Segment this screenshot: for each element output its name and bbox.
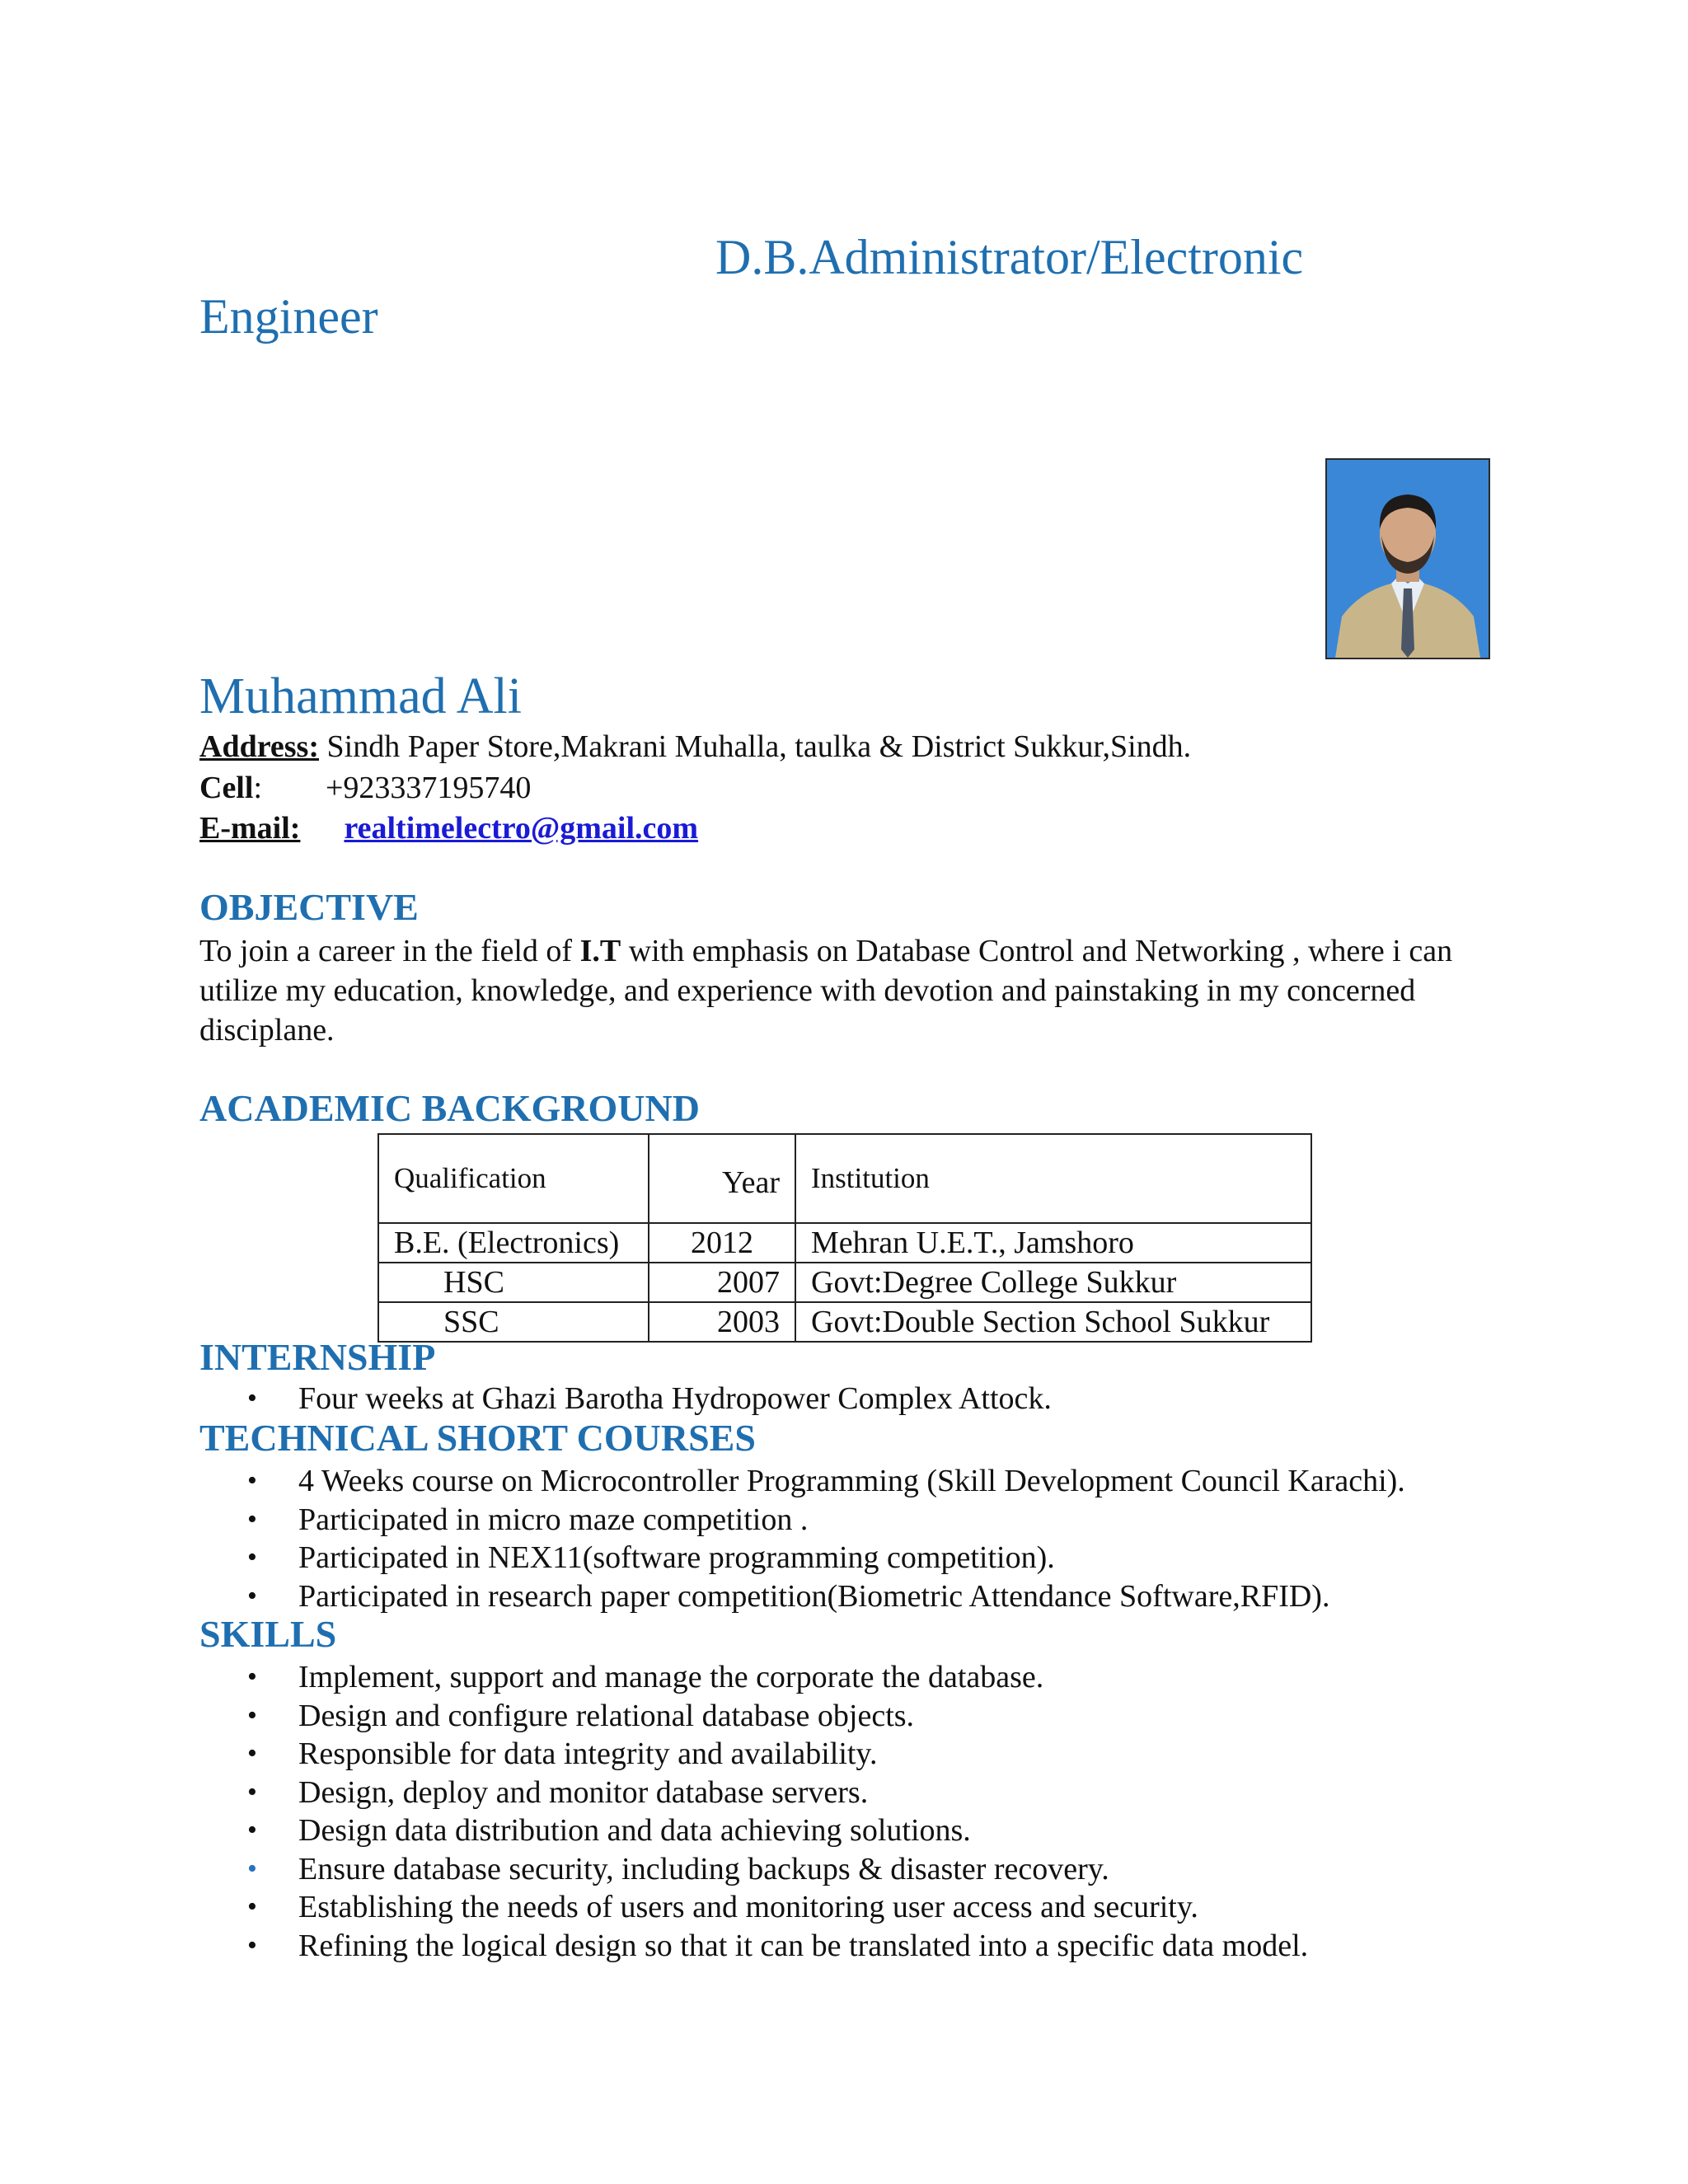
cell-year: 2007 (649, 1263, 795, 1302)
address-line (199, 729, 1191, 765)
list-item: • Design, deploy and monitor database servers. (247, 1774, 1500, 1812)
column-header-qualification: Qualification (378, 1134, 649, 1223)
list-item: • Design data distribution and data achieving solutions. (247, 1811, 1500, 1850)
email-link[interactable]: realtimelectro@gmail.com (344, 811, 699, 846)
address-value: Sindh Paper Store,Makrani Muhalla, taulka & District Sukkur,Sindh. (326, 729, 1192, 764)
internship-heading: INTERNSHIP (199, 1336, 436, 1378)
list-item: • 4 Weeks course on Microcontroller Programming (Skill Development Council Karachi). (247, 1462, 1500, 1501)
list-item: • Participated in NEX11(software programming competition). (247, 1539, 1500, 1577)
cell-year: 2003 (649, 1302, 795, 1342)
list-item: • Refining the logical design so that it can be translated into a specific data model. (247, 1927, 1500, 1966)
cell-label: Cell (199, 771, 254, 805)
courses-list (247, 1462, 1500, 1615)
portrait-illustration (1327, 460, 1489, 658)
cell-qualification: SSC (378, 1302, 649, 1342)
cell-colon: : (253, 771, 262, 805)
objective-text-bold: I.T (579, 934, 621, 968)
cell-line (199, 770, 531, 806)
email-line (199, 810, 698, 846)
skills-list (247, 1658, 1500, 1965)
person-name: Muhammad Ali (199, 668, 522, 724)
column-header-institution: Institution (795, 1134, 1311, 1223)
table-row (378, 1223, 1311, 1263)
objective-heading: OBJECTIVE (199, 886, 419, 928)
profile-photo (1325, 458, 1490, 659)
courses-heading: TECHNICAL SHORT COURSES (199, 1417, 756, 1459)
list-item: • Establishing the needs of users and monitoring user access and security. (247, 1888, 1500, 1927)
list-item: • Participated in research paper competition(Biometric Attendance Software,RFID). (247, 1577, 1500, 1616)
academic-heading: ACADEMIC BACKGROUND (199, 1087, 700, 1129)
list-item: • Responsible for data integrity and availability. (247, 1735, 1500, 1774)
cell-institution: Mehran U.E.T., Jamshoro (795, 1223, 1311, 1263)
objective-text-start: To join a career in the field of (199, 934, 580, 968)
table-row (378, 1302, 1311, 1342)
address-label: Address: (199, 729, 319, 764)
table-row (378, 1263, 1311, 1302)
list-item: • Implement, support and manage the corporate the database. (247, 1658, 1500, 1697)
list-item: • Design and configure relational database objects. (247, 1697, 1500, 1736)
skills-heading: SKILLS (199, 1613, 337, 1655)
academic-table (377, 1133, 1312, 1343)
title-line-2: Engineer (199, 289, 378, 344)
internship-list (247, 1380, 1500, 1418)
objective-text-end: with emphasis on Database Control and Networking , where i can utilize my education, knowledge, and experience with devotion and painstaking in my concerned disciplane. (199, 934, 1453, 1047)
column-header-year: Year (649, 1134, 795, 1223)
list-item: • Ensure database security, including backups & disaster recovery. (247, 1850, 1500, 1889)
objective-text (199, 931, 1485, 1050)
cell-qualification: HSC (378, 1263, 649, 1302)
title-line-1: D.B.Administrator/Electronic (715, 230, 1304, 284)
cell-institution: Govt:Double Section School Sukkur (795, 1302, 1311, 1342)
table-header-row (378, 1134, 1311, 1223)
cell-qualification: B.E. (Electronics) (378, 1223, 649, 1263)
cell-year: 2012 (649, 1223, 795, 1263)
list-item: • Participated in micro maze competition . (247, 1501, 1500, 1540)
cell-institution: Govt:Degree College Sukkur (795, 1263, 1311, 1302)
list-item: • Four weeks at Ghazi Barotha Hydropower Complex Attock. (247, 1380, 1500, 1418)
email-label: E-mail: (199, 811, 301, 846)
cell-value: +923337195740 (326, 771, 532, 805)
